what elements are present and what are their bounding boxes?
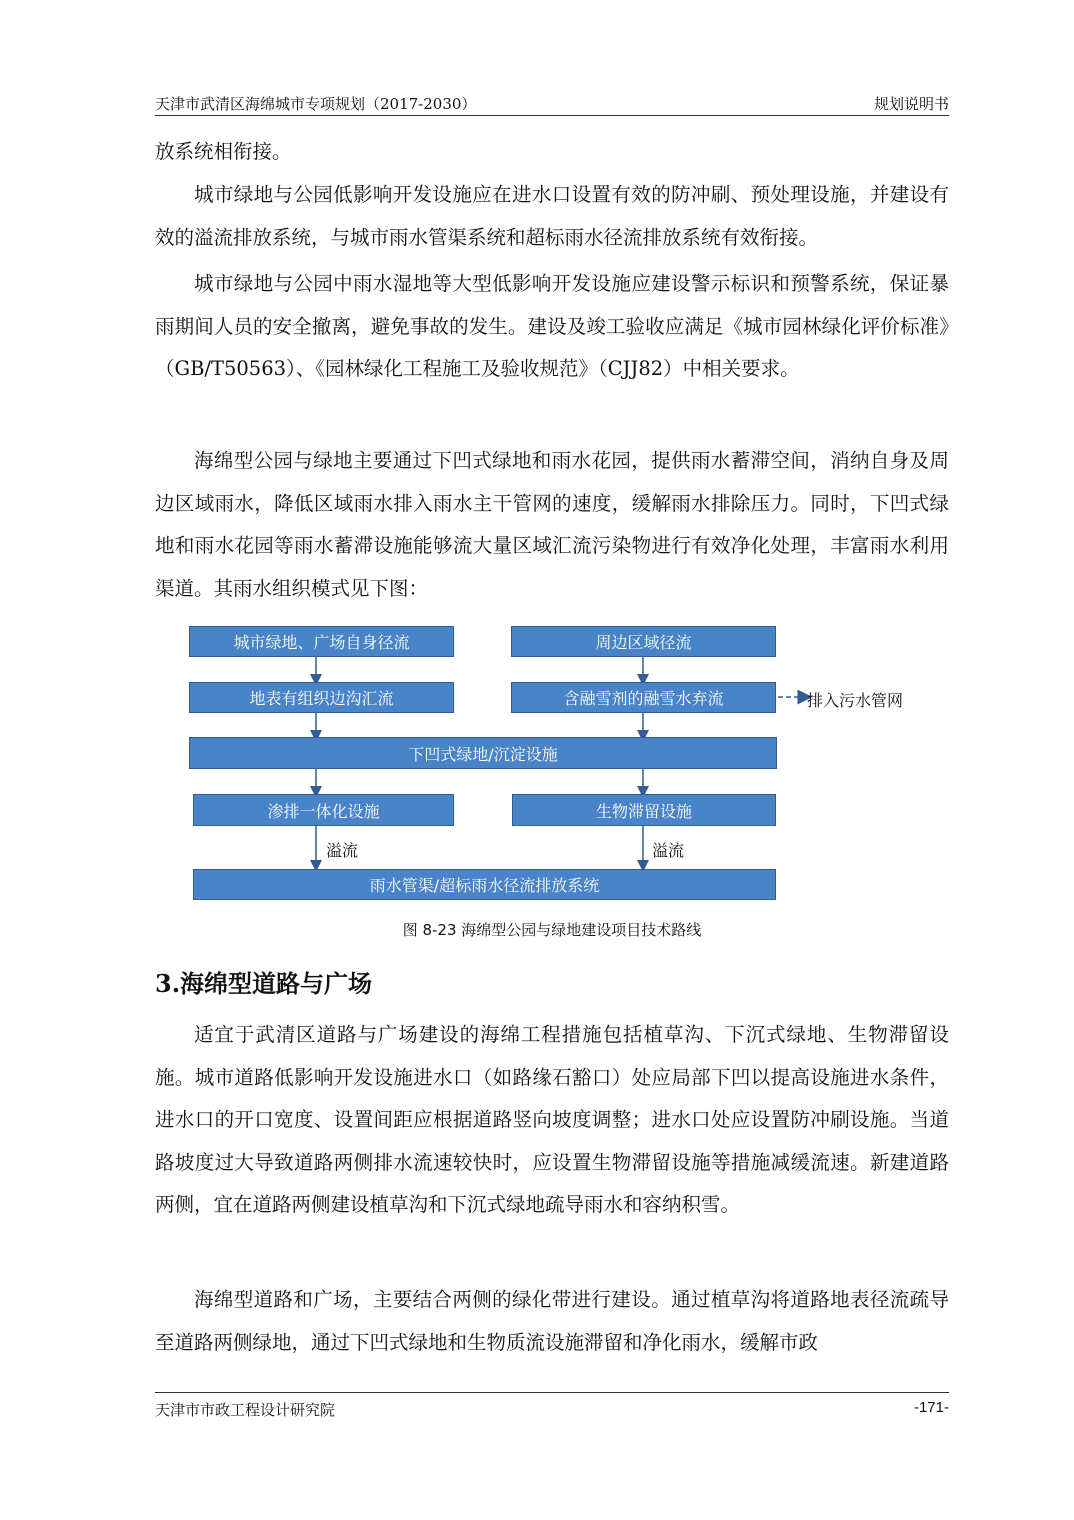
box-runoff-around: 周边区域径流 xyxy=(511,626,776,657)
flow-diagram xyxy=(180,620,940,910)
footer-institute: 天津市市政工程设计研究院 xyxy=(155,1401,336,1419)
paragraph-road-measures: 适宜于武清区道路与广场建设的海绵工程措施包括植草沟、下沉式绿地、生物滞留设施。城市道路低影响开发设施进水口（如路缘石豁口）处应局部下凹以提高设施进水条件，进水口的开口宽度、设置间距应根据道路竖向坡度调整；进水口处应设置防冲刷设施。当道路坡度过大导致道路两侧排水流速较快时，应设置生物滞留设施等措施减缓流速。新建道路两侧，宜在道路两侧建设植草沟和下沉式绿地疏导雨水和容纳积雪。 xyxy=(155,1023,949,1216)
paragraph-continuation: 放系统相衔接。 xyxy=(155,140,292,163)
paragraph-inlet-facilities: 城市绿地与公园低影响开发设施应在进水口设置有效的防冲刷、预处理设施，并建设有效的溢流排放系统，与城市雨水管渠系统和超标雨水径流排放系统有效衔接。 xyxy=(155,183,949,249)
header-title: 天津市武清区海绵城市专项规划（2017-2030） xyxy=(155,95,477,113)
paragraph-road-green-belt: 海绵型道路和广场，主要结合两侧的绿化带进行建设。通过植草沟将道路地表径流疏导至道路两侧绿地，通过下凹式绿地和生物质流设施滞留和净化雨水，缓解市政 xyxy=(155,1288,949,1354)
header-doc-type: 规划说明书 xyxy=(873,95,949,113)
figure-caption: 图 8-23 海绵型公园与绿地建设项目技术路线 xyxy=(402,921,702,939)
box-snowmelt: 含融雪剂的融雪水弃流 xyxy=(511,682,776,713)
box-sunken-green: 下凹式绿地/沉淀设施 xyxy=(189,737,777,769)
box-edge-ditch: 地表有组织边沟汇流 xyxy=(189,682,454,713)
box-runoff-self: 城市绿地、广场自身径流 xyxy=(189,626,454,657)
box-bioretention: 生物滞留设施 xyxy=(512,794,776,826)
box-pipe-system: 雨水管渠/超标雨水径流排放系统 xyxy=(193,869,776,900)
section-title: 3.海绵型道路与广场 xyxy=(155,969,373,998)
label-overflow-right: 溢流 xyxy=(652,841,685,860)
label-to-sewer: 排入污水管网 xyxy=(807,691,904,710)
page-header xyxy=(155,93,949,116)
paragraph-wetland-warning: 城市绿地与公园中雨水湿地等大型低影响开发设施应建设警示标识和预警系统，保证暴雨期间人员的安全撤离，避免事故的发生。建设及竣工验收应满足《城市园林绿化评价标准》（GB/T50563）、《园林绿化工程施工及验收规范》（CJJ82）中相关要求。 xyxy=(155,272,949,380)
page-footer xyxy=(155,1392,949,1419)
box-infiltration: 渗排一体化设施 xyxy=(193,794,454,826)
paragraph-sponge-park: 海绵型公园与绿地主要通过下凹式绿地和雨水花园，提供雨水蓄滞空间，消纳自身及周边区域雨水，降低区域雨水排入雨水主干管网的速度，缓解雨水排除压力。同时，下凹式绿地和雨水花园等雨水蓄滞设施能够流大量区域汇流污染物进行有效净化处理，丰富雨水利用渠道。其雨水组织模式见下图： xyxy=(155,449,949,600)
label-overflow-left: 溢流 xyxy=(326,841,359,860)
page-number: -171- xyxy=(913,1399,949,1416)
